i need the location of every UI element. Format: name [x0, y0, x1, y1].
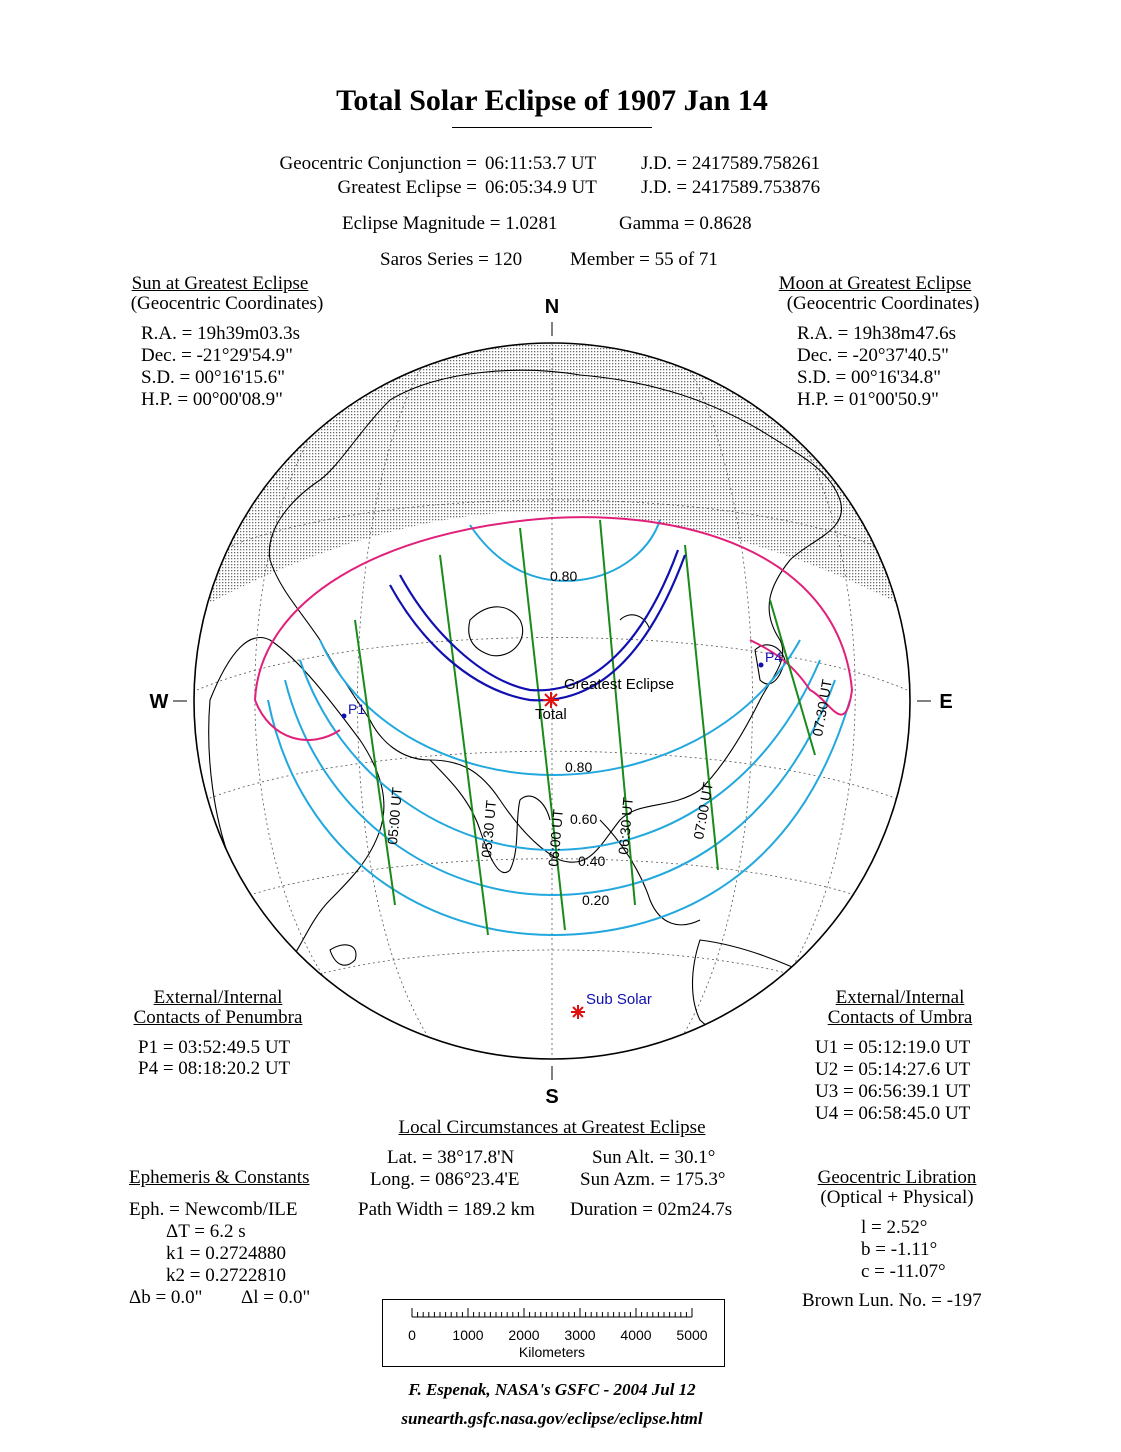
saros-series: Saros Series = 120: [380, 249, 523, 270]
p1-point: [342, 714, 347, 719]
mag-label: 0.80: [550, 568, 578, 584]
penumbra-p1: P1 = 03:52:49.5 UT: [138, 1037, 291, 1058]
ephemeris-db: Δb = 0.0": [129, 1287, 203, 1308]
scale-label: 5000: [676, 1327, 708, 1343]
time-labels: [384, 678, 835, 868]
ephemeris-dt: ΔT = 6.2 s: [166, 1221, 246, 1242]
scale-label: 2000: [508, 1327, 540, 1343]
local-path-width: Path Width = 189.2 km: [358, 1199, 535, 1220]
moon-dec: Dec. = -20°37'40.5": [797, 345, 949, 366]
sun-sd: S.D. = 00°16'15.6": [141, 367, 286, 388]
scale-label: 4000: [620, 1327, 652, 1343]
moon-subheading: (Geocentric Coordinates): [786, 293, 980, 314]
total-label: Total: [535, 706, 567, 723]
local-long: Long. = 086°23.4'E: [370, 1169, 520, 1190]
local-lat: Lat. = 38°17.8'N: [387, 1147, 515, 1168]
local-sun-alt: Sun Alt. = 30.1°: [592, 1147, 716, 1168]
mag-label: 0.20: [582, 892, 610, 908]
time-label: 06:00 UT: [545, 808, 567, 868]
libration-c: c = -11.07°: [861, 1261, 946, 1282]
moon-heading: Moon at Greatest Eclipse: [778, 273, 972, 294]
scale-unit: Kilometers: [518, 1344, 586, 1360]
credit-url: sunearth.gsfc.nasa.gov/eclipse/eclipse.html: [401, 1409, 703, 1428]
libration-heading: Geocentric Libration: [817, 1167, 977, 1188]
moon-sd: S.D. = 00°16'34.8": [797, 367, 942, 388]
ephemeris-eph: Eph. = Newcomb/ILE: [129, 1199, 298, 1220]
p4-label: P4: [765, 649, 783, 665]
compass-south: S: [545, 1086, 559, 1108]
penumbra-p4: P4 = 08:18:20.2 UT: [138, 1058, 291, 1079]
sun-subheading: (Geocentric Coordinates): [130, 293, 324, 314]
umbra-u2: U2 = 05:14:27.6 UT: [815, 1059, 971, 1080]
mag-label: 0.40: [578, 853, 606, 869]
credit-author: F. Espenak, NASA's GSFC - 2004 Jul 12: [408, 1380, 696, 1399]
umbra-u3: U3 = 06:56:39.1 UT: [815, 1081, 971, 1102]
greatest-eclipse-time: 06:05:34.9 UT: [485, 177, 597, 198]
moon-ra: R.A. = 19h38m47.6s: [797, 323, 957, 344]
conjunction-label: Geocentric Conjunction =: [279, 153, 477, 174]
sub-solar-marker: [571, 1005, 585, 1019]
conjunction-time: 06:11:53.7 UT: [485, 153, 597, 174]
scale-label: 3000: [564, 1327, 596, 1343]
compass-east: E: [939, 691, 953, 713]
time-label: 07:00 UT: [690, 781, 716, 841]
penumbra-subheading: Contacts of Penumbra: [133, 1007, 303, 1028]
saros-member: Member = 55 of 71: [570, 249, 718, 270]
ephemeris-k2: k2 = 0.2722810: [166, 1265, 286, 1286]
greatest-eclipse-jd: J.D. = 2417589.753876: [641, 177, 821, 198]
moon-hp: H.P. = 01°00'50.9": [797, 389, 939, 410]
local-sun-azm: Sun Azm. = 175.3°: [580, 1169, 726, 1190]
eclipse-magnitude: Eclipse Magnitude = 1.0281: [342, 213, 558, 234]
mag-label: 0.60: [570, 811, 598, 827]
ephemeris-dl: Δl = 0.0": [241, 1287, 311, 1308]
scale-box: [382, 1299, 725, 1367]
scale-label: 0: [408, 1327, 416, 1343]
ephemeris-heading: Ephemeris & Constants: [129, 1167, 310, 1188]
greatest-eclipse-label: Greatest Eclipse: [564, 676, 675, 693]
sub-solar-label: Sub Solar: [586, 991, 652, 1008]
time-label: 05:00 UT: [384, 786, 406, 846]
sun-ra: R.A. = 19h39m03.3s: [141, 323, 301, 344]
sun-dec: Dec. = -21°29'54.9": [141, 345, 293, 366]
gamma: Gamma = 0.8628: [619, 213, 752, 234]
umbra-u4: U4 = 06:58:45.0 UT: [815, 1103, 971, 1124]
libration-subheading: (Optical + Physical): [820, 1187, 974, 1208]
time-label: 05:30 UT: [478, 799, 500, 859]
umbra-subheading: Contacts of Umbra: [827, 1007, 973, 1028]
local-heading: Local Circumstances at Greatest Eclipse: [398, 1117, 706, 1138]
umbra-heading: External/Internal: [835, 987, 965, 1008]
sun-heading: Sun at Greatest Eclipse: [131, 273, 309, 294]
time-label: 07:30 UT: [809, 678, 835, 738]
p4-point: [759, 663, 764, 668]
ephemeris-k1: k1 = 0.2724880: [166, 1243, 286, 1264]
libration-b: b = -1.11°: [861, 1239, 938, 1260]
conjunction-jd: J.D. = 2417589.758261: [641, 153, 821, 174]
local-duration: Duration = 02m24.7s: [570, 1199, 733, 1220]
scale-label: 1000: [452, 1327, 484, 1343]
umbra-u1: U1 = 05:12:19.0 UT: [815, 1037, 971, 1058]
brown-lunation: Brown Lun. No. = -197: [802, 1290, 982, 1311]
penumbra-heading: External/Internal: [153, 987, 283, 1008]
p1-label: P1: [348, 701, 366, 717]
compass-west: W: [149, 691, 169, 713]
mag-label: 0.80: [565, 759, 593, 775]
time-label: 06:30 UT: [615, 796, 637, 856]
page-title: Total Solar Eclipse of 1907 Jan 14: [336, 84, 768, 117]
libration-l: l = 2.52°: [861, 1217, 928, 1238]
compass-north: N: [544, 296, 560, 318]
sun-hp: H.P. = 00°00'08.9": [141, 389, 283, 410]
greatest-eclipse-label: Greatest Eclipse =: [337, 177, 477, 198]
